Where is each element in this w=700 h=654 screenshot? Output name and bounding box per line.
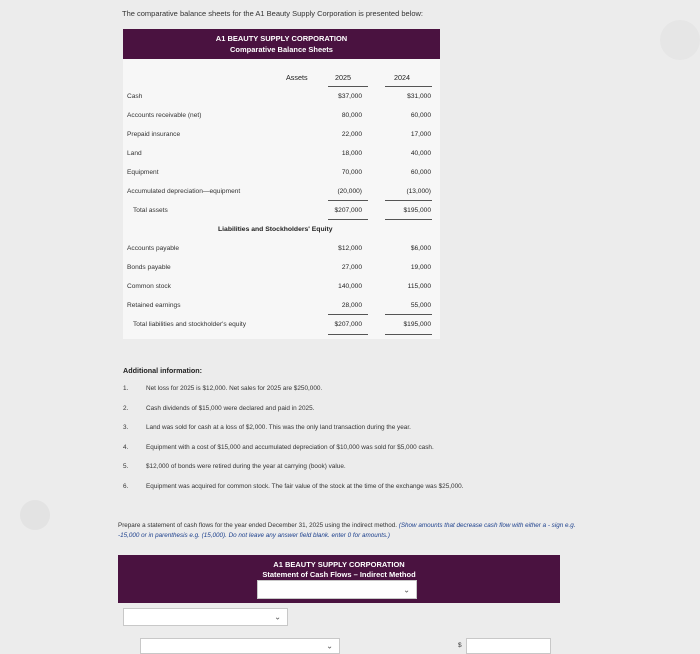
intro-text: The comparative balance sheets for the A1 Beauty Supply Corporation is presented below: bbox=[122, 9, 424, 18]
total-rule bbox=[328, 219, 368, 220]
additional-info-item: 6. Equipment was acquired for common stock. The fair value of the stock at the time of the exchange was $25,000. bbox=[123, 483, 464, 490]
chevron-down-icon: ⌄ bbox=[403, 585, 410, 594]
chevron-down-icon: ⌄ bbox=[274, 612, 281, 622]
subtotal-rule bbox=[328, 314, 368, 315]
col-header-assets: Assets bbox=[286, 73, 308, 82]
col-rule bbox=[385, 86, 432, 87]
total-rule bbox=[328, 334, 368, 335]
additional-info-item: 5. $12,000 of bonds were retired during the year at carrying (book) value. bbox=[123, 463, 346, 470]
chevron-down-icon: ⌄ bbox=[326, 641, 333, 651]
dollar-sign: $ bbox=[458, 642, 462, 649]
instructions-note: (Show amounts that decrease cash flow with either a - sign e.g. -15,000 or in parenthesis e.g. (15,000). Do not leave any answer field blank. enter 0 for amounts.) bbox=[118, 522, 576, 539]
additional-info-item: 4. Equipment with a cost of $15,000 and accumulated depreciation of $10,000 was sold for $5,000 cash. bbox=[123, 444, 434, 451]
background-smudge bbox=[660, 20, 700, 60]
balance-sheet-table bbox=[123, 59, 440, 339]
col-header-2025: 2025 bbox=[335, 73, 351, 82]
additional-info-item: 3. Land was sold for cash at a loss of $2,000. This was the only land transaction during the year. bbox=[123, 424, 411, 431]
cash-flow-title: Statement of Cash Flows – Indirect Method bbox=[262, 570, 416, 579]
subtotal-rule bbox=[385, 200, 432, 201]
table-row: Accounts payable $12,000 $6,000 bbox=[127, 245, 431, 252]
col-rule bbox=[328, 86, 368, 87]
balance-sheet-header bbox=[123, 29, 440, 59]
table-row: Common stock 140,000 115,000 bbox=[127, 283, 431, 290]
background-smudge bbox=[20, 500, 50, 530]
table-row: Accumulated depreciation—equipment (20,000) (13,000) bbox=[127, 188, 431, 195]
instructions-plain: Prepare a statement of cash flows for the year ended December 31, 2025 using the indirect method. bbox=[118, 522, 399, 529]
table-row: Retained earnings 28,000 55,000 bbox=[127, 302, 431, 309]
subtotal-rule bbox=[385, 314, 432, 315]
liabilities-header: Liabilities and Stockholders' Equity bbox=[218, 226, 333, 233]
line-item-dropdown[interactable] bbox=[123, 608, 288, 626]
balance-sheet-title: Comparative Balance Sheets bbox=[230, 45, 333, 54]
subtotal-rule bbox=[328, 200, 368, 201]
table-row: Prepaid insurance 22,000 17,000 bbox=[127, 131, 431, 138]
total-rule bbox=[385, 334, 432, 335]
table-row: Cash $37,000 $31,000 bbox=[127, 93, 431, 100]
col-header-2024: 2024 bbox=[394, 73, 410, 82]
table-row-total: Total liabilities and stockholder's equity $207,000 $195,000 bbox=[133, 321, 431, 328]
company-name: A1 BEAUTY SUPPLY CORPORATION bbox=[273, 560, 405, 569]
table-row: Bonds payable 27,000 19,000 bbox=[127, 264, 431, 271]
table-row: Land 18,000 40,000 bbox=[127, 150, 431, 157]
table-row-total: Total assets $207,000 $195,000 bbox=[133, 207, 431, 214]
table-row: Equipment 70,000 60,000 bbox=[127, 169, 431, 176]
additional-info-title: Additional information: bbox=[123, 366, 203, 375]
period-dropdown[interactable] bbox=[257, 580, 417, 599]
instructions-text bbox=[118, 521, 598, 541]
company-name: A1 BEAUTY SUPPLY CORPORATION bbox=[215, 34, 348, 43]
additional-info-item: 2. Cash dividends of $15,000 were declared and paid in 2025. bbox=[123, 405, 315, 412]
table-row: Accounts receivable (net) 80,000 60,000 bbox=[127, 112, 431, 119]
total-rule bbox=[385, 219, 432, 220]
additional-info-item: 1. Net loss for 2025 is $12,000. Net sales for 2025 are $250,000. bbox=[123, 385, 323, 392]
